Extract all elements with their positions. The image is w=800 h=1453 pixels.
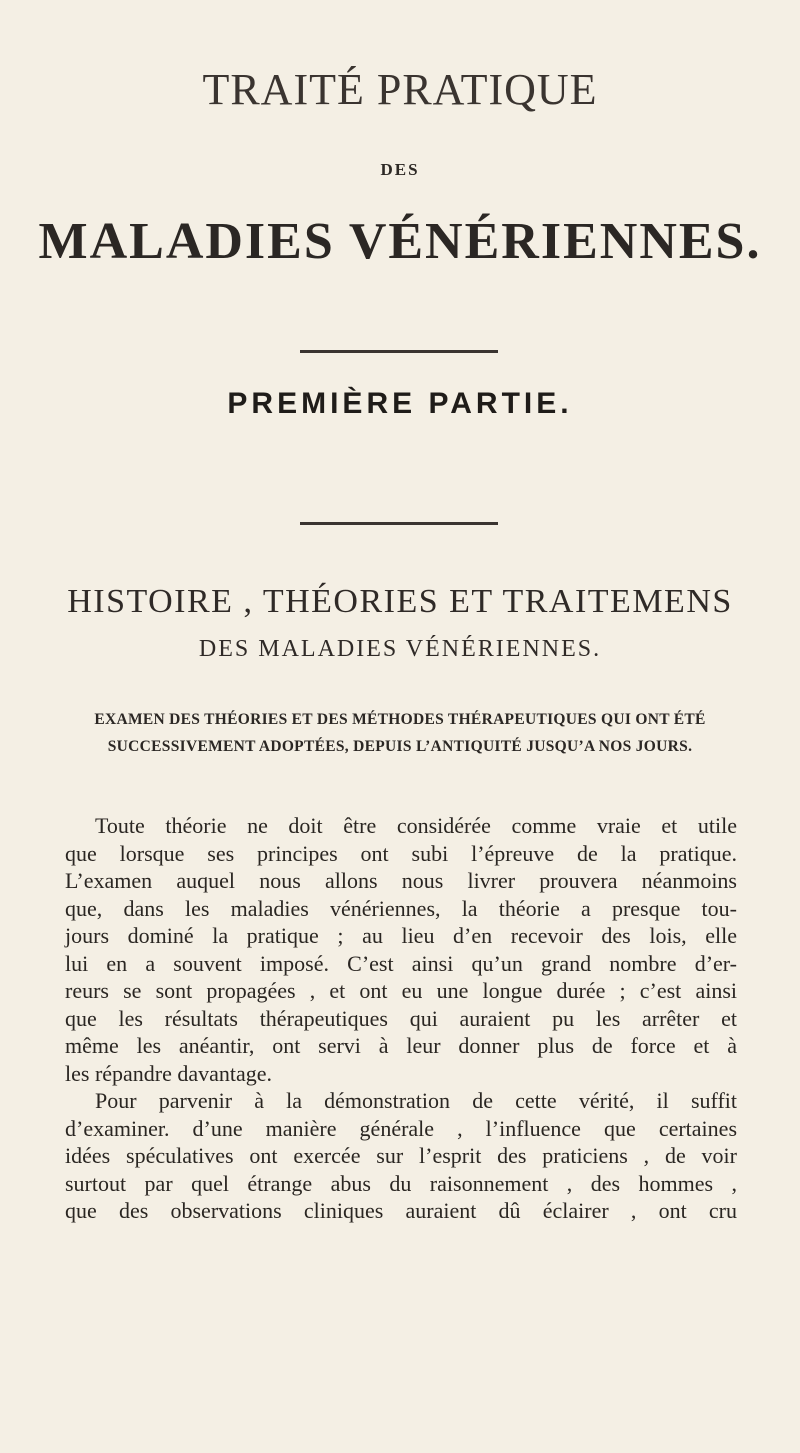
part-heading: PREMIÈRE PARTIE. [227,387,573,420]
body-line: que lorsque ses principes ont subi l’épreuve de la pratique. [65,840,737,866]
body-line: jours dominé la pratique ; au lieu d’en recevoir des lois, elle [65,923,737,948]
book-title-line-1: TRAITÉ PRATIQUE [202,65,598,114]
body-line: que, dans les maladies vénériennes, la théorie a presque tou- [65,895,737,921]
section-subtitle-line-1: EXAMEN DES THÉORIES ET DES MÉTHODES THÉRAPEUTIQUES QUI ONT ÉTÉ [94,711,706,728]
book-title-line-3: MALADIES VÉNÉRIENNES. [38,213,762,270]
body-line: lui en a souvent imposé. C’est ainsi qu’un grand nombre d’er- [65,950,737,976]
body-line: Toute théorie ne doit être considérée comme vraie et utile [95,813,737,838]
section-heading-line-1: HISTOIRE , THÉORIES ET TRAITEMENS [67,583,733,620]
body-line: idées spéculatives ont exercée sur l’esprit des praticiens , de voir [65,1143,737,1168]
divider-rule [300,522,498,525]
body-line: d’examiner. d’une manière générale , l’influence que certaines [65,1115,737,1141]
body-line: que des observations cliniques auraient dû éclairer , ont cru [65,1198,737,1223]
body-line: Pour parvenir à la démonstration de cette vérité, il suffit [95,1088,737,1113]
body-line: même les anéantir, ont servi à leur donner plus de force et à [65,1033,737,1058]
body-line: reurs se sont propagées , et ont eu une longue durée ; c’est ainsi [65,978,737,1003]
section-subtitle-line-2: SUCCESSIVEMENT ADOPTÉES, DEPUIS L’ANTIQUITÉ JUSQU’A NOS JOURS. [107,738,693,755]
body-line: L’examen auquel nous allons nous livrer prouvera néanmoins [65,868,737,893]
body-line: que les résultats thérapeutiques qui auraient pu les arrêter et [65,1005,737,1031]
book-title-line-2: DES [380,160,420,179]
body-line: les répandre davantage. [65,1060,273,1086]
divider-rule [300,350,498,353]
section-heading-line-2: DES MALADIES VÉNÉRIENNES. [198,636,602,662]
body-line: surtout par quel étrange abus du raisonnement , des hommes , [65,1170,737,1196]
body-text [65,812,737,1225]
